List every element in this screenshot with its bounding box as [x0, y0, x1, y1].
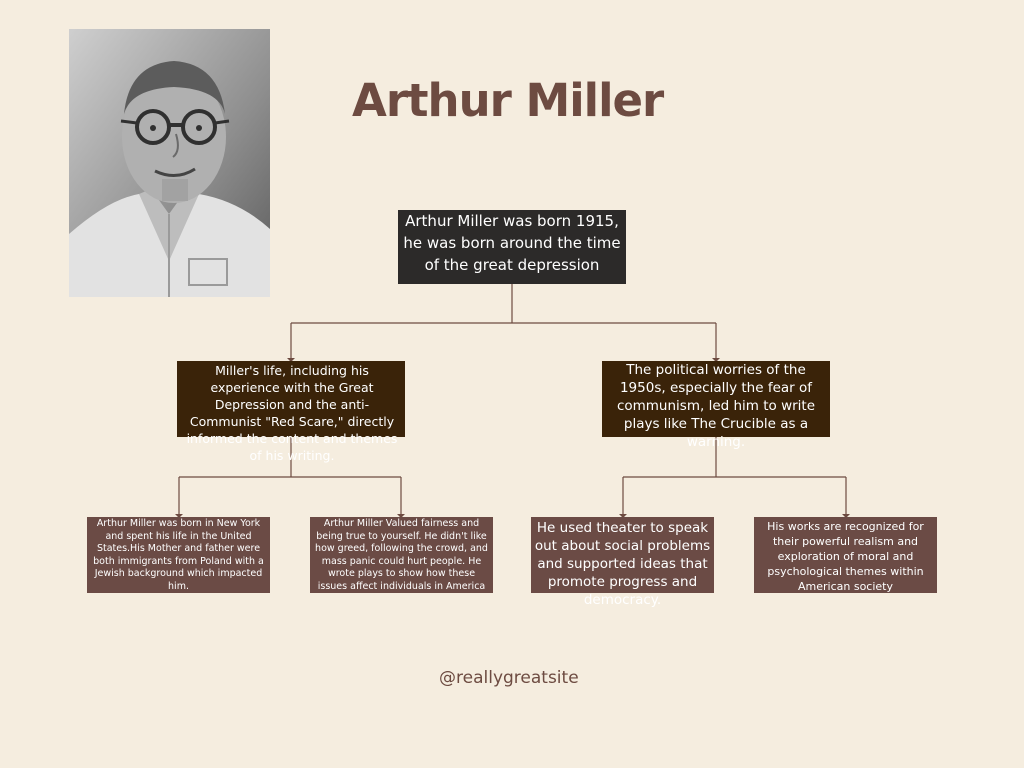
values-node	[310, 517, 493, 593]
theater-node-text: He used theater to speak out about social problems and supported ideas that promote progress and democracy.	[534, 520, 711, 608]
recognition-node-text: His works are recognized for their powerful realism and exploration of moral and psychological themes within American society	[767, 520, 924, 593]
page-title: Arthur Miller	[352, 74, 664, 127]
background-node-text: Arthur Miller was born in New York and spent his life in the United States.His Mother and father were both immigrants from Poland with a Jewish background which impacted him.	[93, 518, 264, 592]
root-node-text: Arthur Miller was born 1915, he was born around the time of the great depression	[403, 212, 621, 274]
life-experience-node	[177, 361, 405, 463]
root-node	[398, 210, 626, 284]
background-node	[87, 517, 270, 593]
political-worries-node	[602, 361, 830, 450]
life-experience-node-text: Miller's life, including his experience with the Great Depression and the anti-Communist "Red Scare," directly informed the content and themes of his writing.	[186, 363, 398, 463]
values-node-text: Arthur Miller Valued fairness and being true to yourself. He didn't like how greed, following the crowd, and mass panic could hurt people. He wrote plays to show how these issues affect individuals in America	[315, 518, 488, 592]
recognition-node	[754, 517, 937, 593]
theater-node	[531, 517, 714, 608]
author-portrait	[69, 29, 270, 297]
website-handle: @reallygreatsite	[439, 668, 579, 688]
political-worries-node-text: The political worries of the 1950s, especially the fear of communism, led him to write plays like The Crucible as a warning.	[616, 362, 816, 450]
